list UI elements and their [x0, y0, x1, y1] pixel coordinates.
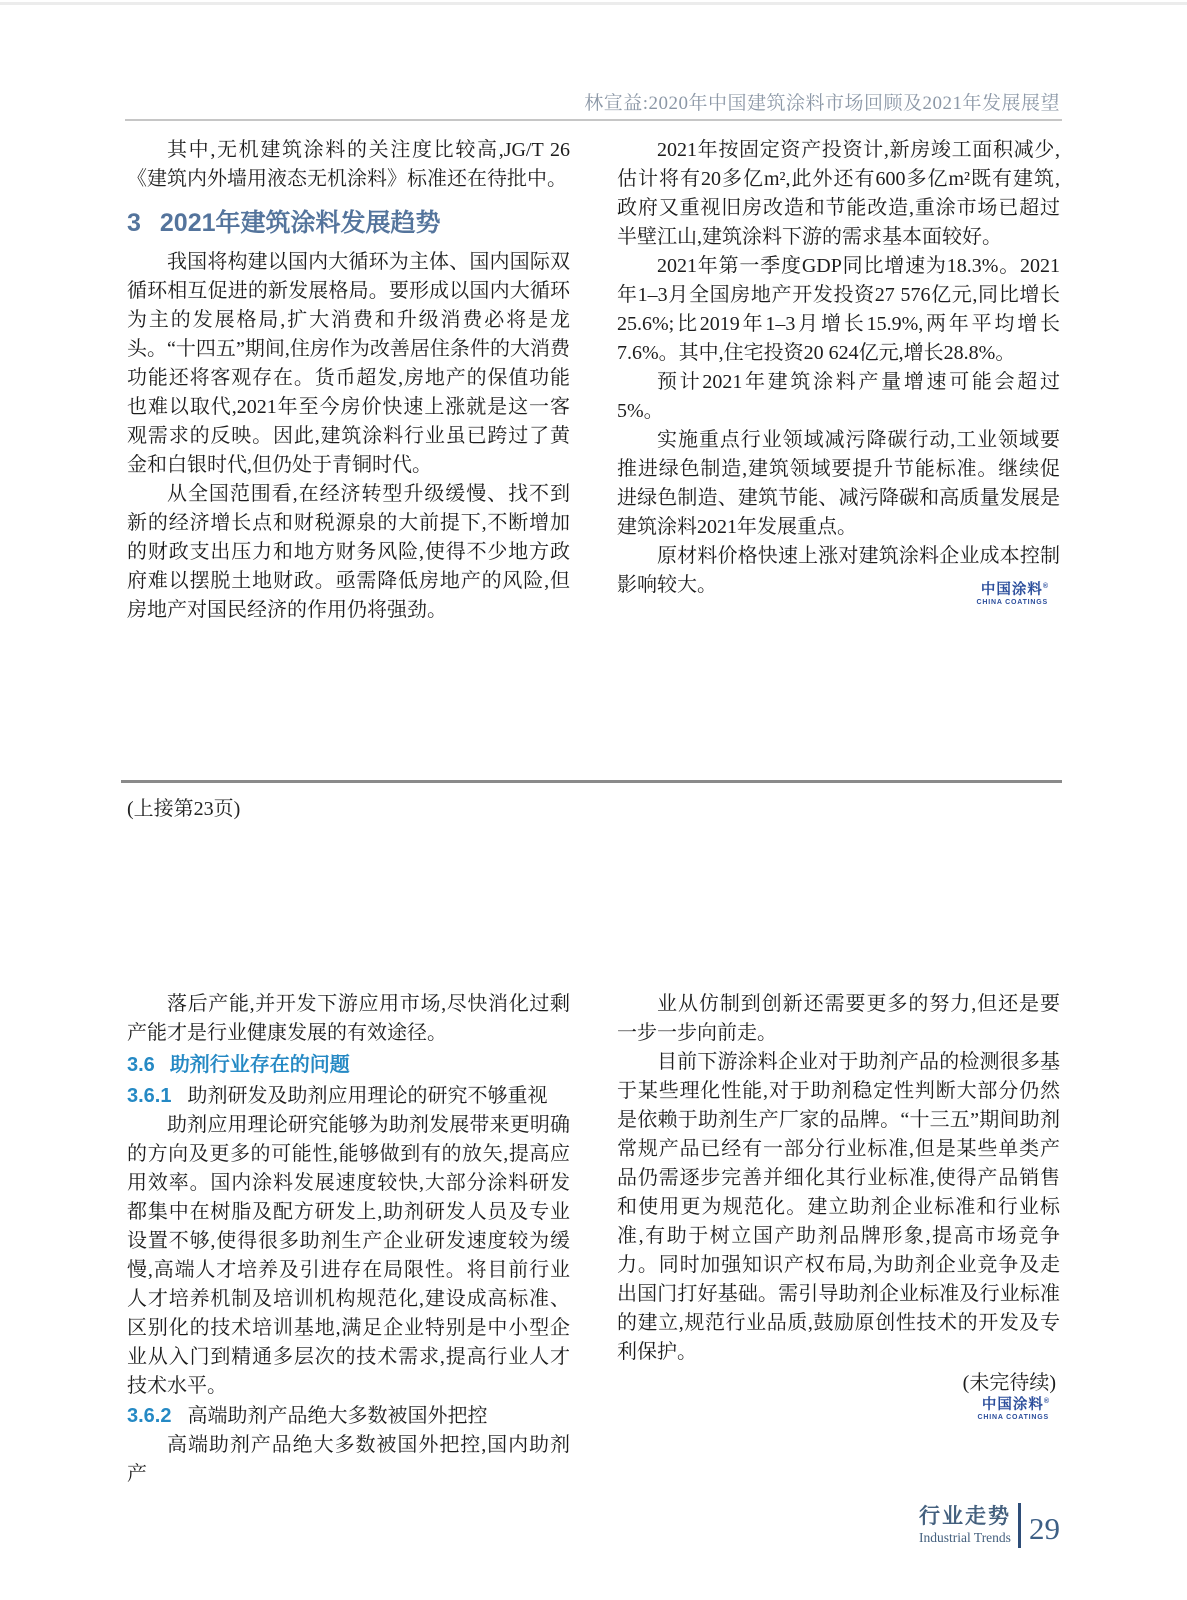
- subsection-heading-3-6: [127, 1050, 570, 1080]
- footer-section-name-en: Industrial Trends: [919, 1530, 1011, 1545]
- paragraph: 高端助剂产品绝大多数被国外把控,国内助剂产: [127, 1434, 570, 1485]
- footer-divider-bar: [1018, 1503, 1021, 1548]
- paragraph: 实施重点行业领域减污降碳行动,工业领域要推进绿色制造,建筑领域要提升节能标准。继续促进绿色制造、建筑节能、减污降碳和高质量发展是建筑涂料2021年发展重点。: [617, 429, 1060, 538]
- subsection-title: 助剂行业存在的问题: [169, 1054, 350, 1076]
- paragraph: 2021年第一季度GDP同比增速为18.3%。2021年1–3月全国房地产开发投资27 576亿元,同比增长25.6%;比2019年1–3月增长15.9%,两年平均增长7.6%。其中,住宅投资20 624亿元,增长28.8%。: [617, 255, 1060, 364]
- section-divider-rule: [121, 780, 1062, 783]
- subsection-title: 高端助剂产品绝大多数被国外把控: [187, 1405, 488, 1427]
- footer-section-name-cn: 行业走势: [919, 1505, 1011, 1528]
- china-coatings-logo: [977, 582, 1048, 607]
- paragraph: 助剂应用理论研究能够为助剂发展带来更明确的方向及更多的可能性,能够做到有的放矢,提高应用效率。国内涂料发展速度较快,大部分涂料研发都集中在树脂及配方研发上,助剂研发人员及专业设置不够,使得很多助剂生产企业研发速度较为缓慢,高端人才培养及引进存在局限性。将目前行业人才培养机制及培训机构规范化,建设成高标准、区别化的技术培训基地,满足企业特别是中小型企业从入门到精通多层次的技术需求,提高行业人才技术水平。: [127, 1114, 570, 1397]
- paragraph: 落后产能,并开发下游应用市场,尽快消化过剩产能才是行业健康发展的有效途径。: [127, 993, 570, 1044]
- subsection-number: 3.6.1: [127, 1085, 172, 1107]
- section-heading: [127, 207, 570, 239]
- section-number: 3: [127, 209, 141, 237]
- subsection-number: 3.6.2: [127, 1405, 172, 1427]
- paragraph: 原材料价格快速上涨对建筑涂料企业成本控制影响较大。: [617, 545, 1060, 596]
- subsection-heading-3-6-1: [127, 1081, 570, 1111]
- china-coatings-logo: [978, 1397, 1049, 1422]
- top-left-column: [127, 136, 570, 625]
- paragraph: 2021年按固定资产投资计,新房竣工面积减少,估计将有20多亿m²,此外还有600多亿m²既有建筑,政府又重视旧房改造和节能改造,重涂市场已超过半壁江山,建筑涂料下游的需求基本面较好。: [617, 139, 1060, 248]
- bottom-left-column: [127, 990, 570, 1489]
- registered-trademark-icon: ®: [1043, 1398, 1049, 1406]
- subsection-number: 3.6: [127, 1054, 155, 1076]
- scan-edge-artifact: [0, 2, 1187, 5]
- paragraph: 其中,无机建筑涂料的关注度比较高,JG/T 26《建筑内外墙用液态无机涂料》标准还在待批中。: [127, 139, 570, 190]
- bottom-section: [127, 990, 1060, 1489]
- logo-chinese-text: [978, 1397, 1049, 1414]
- logo-english-text: CHINA COATINGS: [977, 1413, 1049, 1421]
- subsection-heading-3-6-2: [127, 1401, 570, 1431]
- header-rule: [125, 119, 1062, 121]
- paragraph: 从全国范围看,在经济转型升级缓慢、找不到新的经济增长点和财税源泉的大前提下,不断增加的财政支出压力和地方财务风险,使得不少地方政府难以摆脱土地财政。亟需降低房地产的风险,但房地产对国民经济的作用仍将强劲。: [127, 483, 570, 621]
- registered-trademark-icon: ®: [1042, 583, 1048, 591]
- page-footer: [919, 1500, 1060, 1551]
- logo-english-text: CHINA COATINGS: [976, 598, 1048, 606]
- running-title: 林宣益:2020年中国建筑涂料市场回顾及2021年发展展望: [584, 93, 1060, 114]
- continued-from-note: (上接第23页): [127, 798, 241, 820]
- page-number: 29: [1029, 1511, 1060, 1546]
- paragraph: 我国将构建以国内大循环为主体、国内国际双循环相互促进的新发展格局。要形成以国内大循环为主的发展格局,扩大消费和升级消费必将是龙头。“十四五”期间,住房作为改善居住条件的大消费功能还将客观存在。货币超发,房地产的保值功能也难以取代,2021年至今房价快速上涨就是这一客观需求的反映。因此,建筑涂料行业虽已跨过了黄金和白银时代,但仍处于青铜时代。: [127, 251, 570, 476]
- subsection-title: 助剂研发及助剂应用理论的研究不够重视: [187, 1085, 548, 1107]
- footer-section-labels: [919, 1505, 1011, 1546]
- paragraph: 业从仿制到创新还需要更多的努力,但还是要一步一步向前走。: [617, 993, 1060, 1044]
- section-title: 2021年建筑涂料发展趋势: [159, 209, 441, 237]
- paragraph: 预计2021年建筑涂料产量增速可能会超过5%。: [617, 371, 1060, 422]
- to-be-continued-note: (未完待续): [962, 1372, 1056, 1394]
- paragraph: 目前下游涂料企业对于助剂产品的检测很多基于某些理化性能,对于助剂稳定性判断大部分仍然是依赖于助剂生产厂家的品牌。“十三五”期间助剂常规产品已经有一部分行业标准,但是某些单类产品仍需逐步完善并细化其行业标准,使得产品销售和使用更为规范化。建立助剂企业标准和行业标准,有助于树立国产助剂品牌形象,提高市场竞争力。同时加强知识产权布局,为助剂企业竞争及走出国门打好基础。需引导助剂企业标准及行业标准的建立,规范行业品质,鼓励原创性技术的开发及专利保护。: [617, 1051, 1060, 1363]
- top-section: [127, 136, 1060, 625]
- top-right-column: [617, 136, 1060, 625]
- logo-cn-label: 中国涂料: [980, 582, 1043, 598]
- logo-cn-label: 中国涂料: [981, 1397, 1044, 1413]
- logo-chinese-text: [977, 582, 1048, 599]
